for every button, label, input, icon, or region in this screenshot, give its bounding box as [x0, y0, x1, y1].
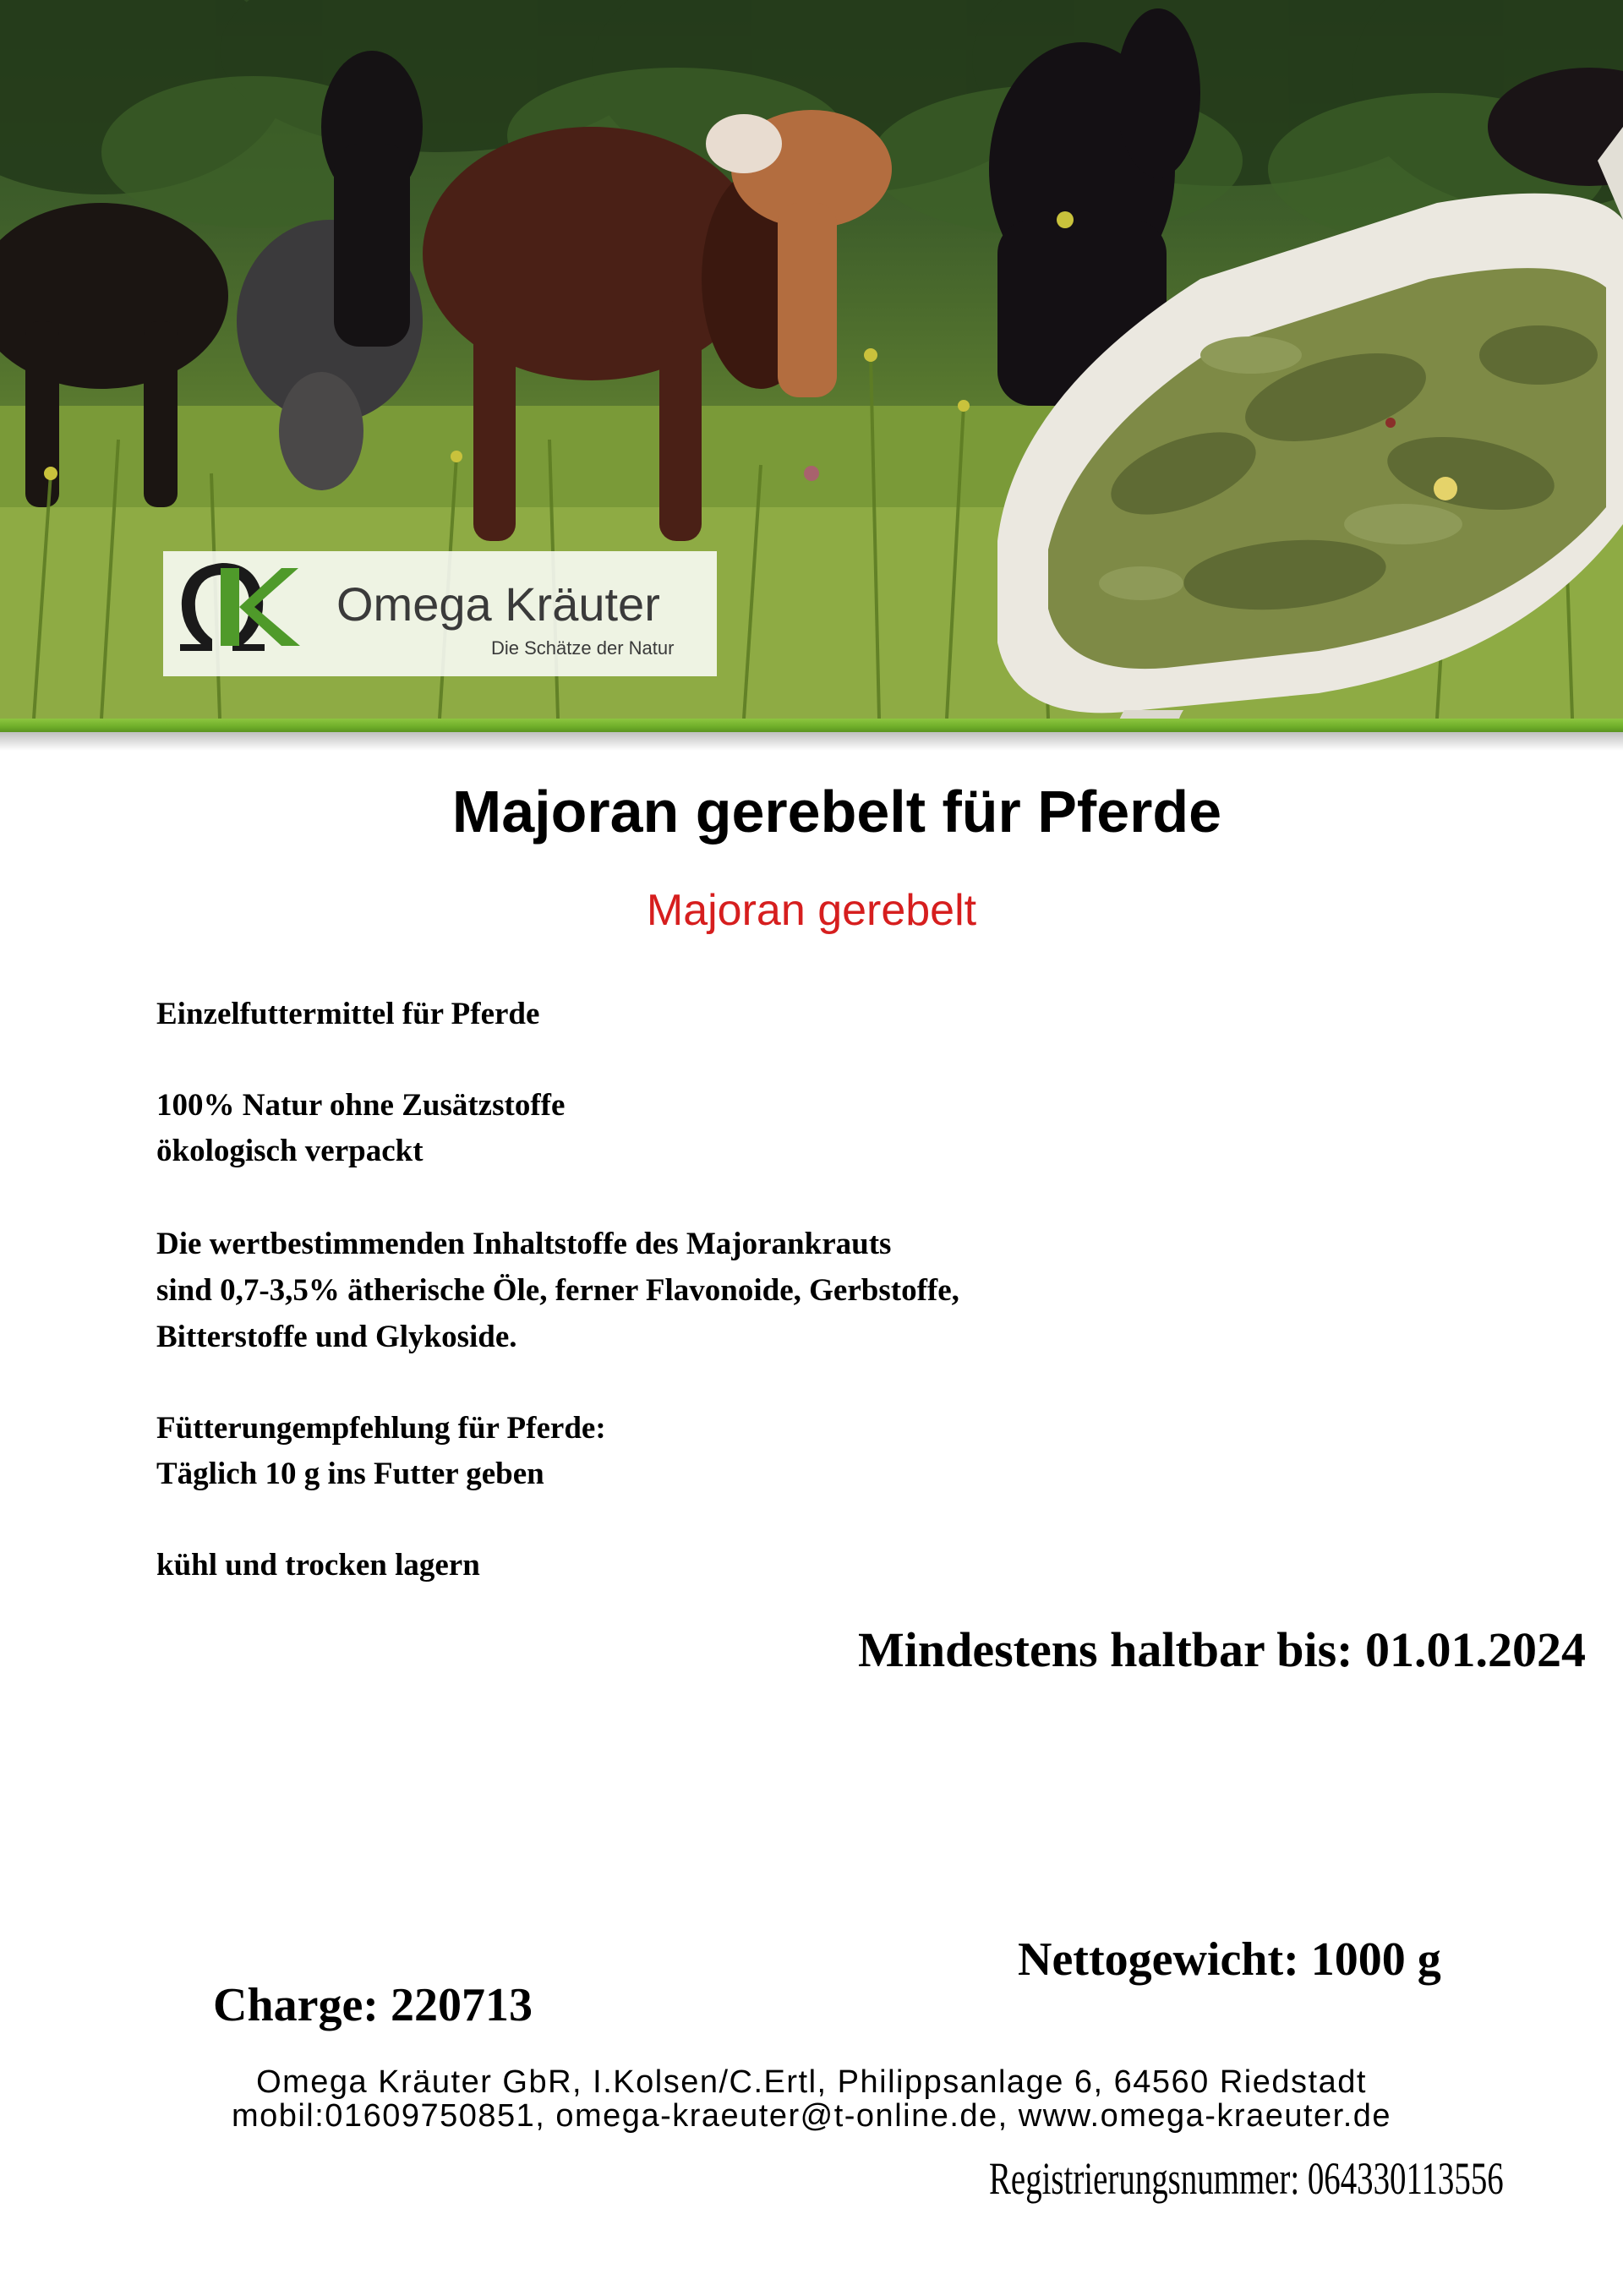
company-contact: mobil:01609750851, omega-kraeuter@t-online.de, www.omega-kraeuter.de	[231, 2098, 1392, 2134]
description-ingredients-3: Bitterstoffe und Glykoside.	[156, 1320, 517, 1354]
registration-number: Registrierungsnummer: 064330113556	[989, 2153, 1504, 2204]
description-ingredients-1: Die wertbestimmenden Inhaltstoffe des Majorankrauts	[156, 1227, 892, 1261]
description-natural: 100% Natur ohne Zusätzstoffe	[156, 1088, 566, 1123]
description-feed-type: Einzelfuttermittel für Pferde	[156, 997, 540, 1031]
header-photo	[0, 0, 1623, 719]
brand-name: Omega Kräuter	[336, 577, 660, 631]
brand-tagline: Die Schätze der Natur	[491, 637, 675, 659]
divider-shadow	[0, 732, 1623, 751]
product-subtitle: Majoran gerebelt	[646, 886, 977, 935]
storage-instructions: kühl und trocken lagern	[156, 1548, 480, 1583]
description-ingredients-2: sind 0,7-3,5% ätherische Öle, ferner Flavonoide, Gerbstoffe,	[156, 1273, 959, 1308]
company-address: Omega Kräuter GbR, I.Kolsen/C.Ertl, Philippsanlage 6, 64560 Riedstadt	[256, 2064, 1367, 2100]
brand-logo	[163, 551, 717, 676]
horse-black-blaze	[321, 51, 423, 347]
accent-divider	[0, 719, 1623, 732]
product-title: Majoran gerebelt für Pferde	[451, 779, 1222, 845]
description-packaging: ökologisch verpackt	[156, 1134, 424, 1168]
net-weight: Nettogewicht: 1000 g	[1018, 1933, 1441, 1986]
batch-number: Charge: 220713	[213, 1979, 533, 2031]
best-before-date: Mindestens haltbar bis: 01.01.2024	[858, 1622, 1586, 1677]
feeding-recommendation-heading: Fütterungempfehlung für Pferde:	[156, 1411, 606, 1446]
omega-k-logo-icon	[163, 551, 307, 656]
feeding-recommendation-dose: Täglich 10 g ins Futter geben	[156, 1457, 544, 1491]
